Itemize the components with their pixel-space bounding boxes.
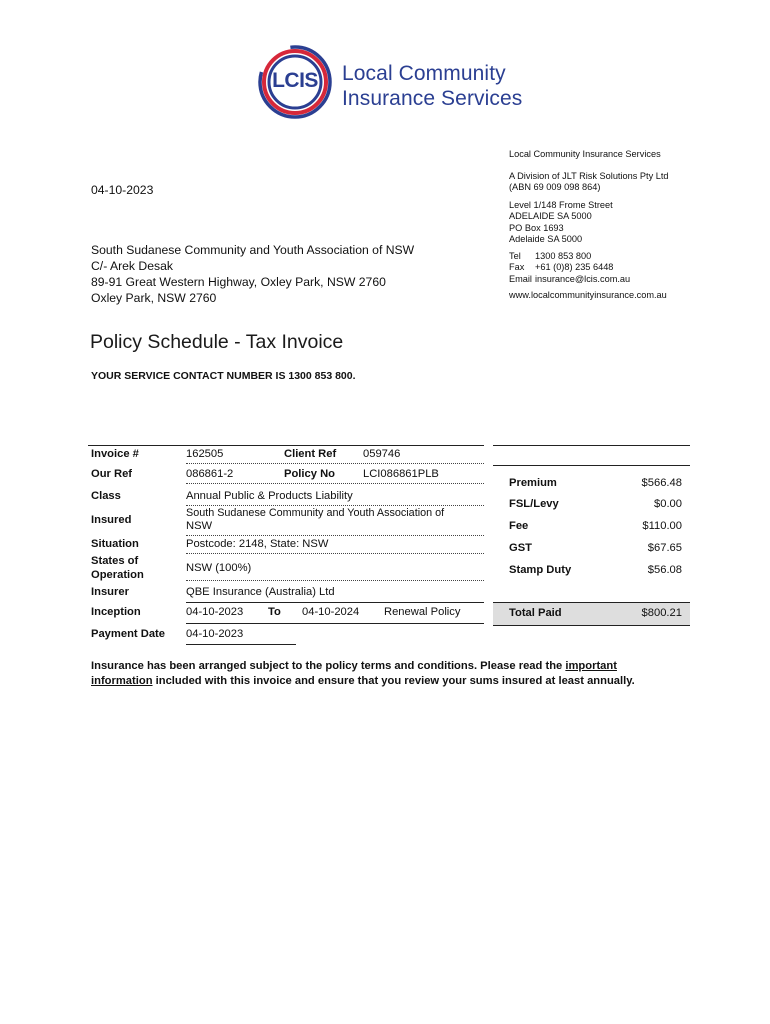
company-division-block: [509, 171, 669, 194]
address-line: ADELAIDE SA 5000: [509, 211, 592, 222]
lcis-logo: [258, 44, 523, 124]
premium-value: $566.48: [641, 477, 682, 489]
recipient-line: Oxley Park, NSW 2760: [91, 291, 217, 305]
inception-label: Inception: [91, 606, 141, 618]
gst-value: $67.65: [647, 542, 682, 554]
inception-value: 04-10-2023: [186, 606, 244, 618]
table-rule: [186, 463, 484, 464]
important-notice: [91, 659, 691, 688]
states-value: NSW (100%): [186, 562, 252, 574]
email-label: Email: [509, 273, 532, 284]
lcis-logo-mark-text: LCIS: [272, 69, 318, 92]
total-paid-row: [493, 602, 690, 626]
situation-value: Postcode: 2148, State: NSW: [186, 538, 329, 550]
table-rule: [186, 623, 484, 624]
recipient-line: C/- Arek Desak: [91, 259, 173, 273]
table-rule: [186, 602, 484, 603]
gst-label: GST: [509, 542, 532, 554]
client-ref-label: Client Ref: [284, 448, 337, 460]
address-line: Level 1/148 Frome Street: [509, 200, 613, 210]
notice-text: Insurance has been arranged subject to the policy terms and conditions. Please read the: [91, 660, 566, 672]
states-label-line-1: States of: [91, 555, 139, 567]
table-rule: [186, 535, 484, 536]
tel-value: 1300 853 800: [535, 251, 592, 261]
table-rule: [186, 553, 484, 554]
table-rule: [186, 644, 296, 645]
invoice-label: Invoice #: [91, 448, 139, 460]
fax-value: +61 (0)8) 235 6448: [535, 262, 614, 273]
fax-label: Fax: [509, 262, 525, 273]
insurer-value: QBE Insurance (Australia) Ltd: [186, 586, 335, 598]
our-ref-label: Our Ref: [91, 468, 133, 480]
total-paid-label: Total Paid: [509, 607, 562, 619]
page-title: Policy Schedule - Tax Invoice: [90, 331, 344, 353]
company-contact: [509, 251, 630, 285]
stamp-duty-value: $56.08: [647, 564, 682, 576]
panel-rule: [493, 465, 690, 466]
class-label: Class: [91, 490, 121, 502]
invoice-date: 04-10-2023: [91, 183, 154, 197]
service-contact-number: YOUR SERVICE CONTACT NUMBER IS 1300 853 800.: [91, 370, 356, 382]
notice-text-2: included with this invoice and ensure that you review your sums insured at least annually.: [152, 674, 635, 687]
tel-line: [509, 251, 630, 262]
recipient-line: 89-91 Great Western Highway, Oxley Park, NSW 2760: [91, 275, 386, 289]
table-rule: [186, 580, 484, 581]
to-label: To: [268, 606, 281, 618]
states-label-line-2: Operation: [91, 569, 144, 581]
important-information-link[interactable]: important: [565, 660, 617, 672]
invoice-value: 162505: [186, 448, 224, 460]
panel-rule: [493, 445, 690, 446]
email-line: [509, 274, 630, 285]
company-abn: (ABN 69 009 098 864): [509, 182, 601, 193]
company-address: [509, 200, 613, 245]
renewal-value: Renewal Policy: [384, 606, 461, 618]
email-value[interactable]: insurance@lcis.com.au: [535, 273, 631, 284]
class-value: Annual Public & Products Liability: [186, 490, 353, 502]
table-rule: [88, 445, 484, 446]
company-name: Local Community Insurance Services: [509, 149, 661, 159]
total-paid-value: $800.21: [641, 607, 682, 619]
table-rule: [186, 505, 484, 506]
policy-no-value: LCI086861PLB: [363, 468, 439, 480]
fsl-levy-value: $0.00: [654, 498, 682, 510]
insurer-label: Insurer: [91, 586, 129, 598]
address-line: Adelaide SA 5000: [509, 233, 583, 244]
fee-label: Fee: [509, 520, 529, 532]
situation-label: Situation: [91, 538, 139, 550]
company-division: A Division of JLT Risk Solutions Pty Ltd: [509, 171, 669, 181]
logo-line-1: Local Community: [342, 62, 506, 85]
fax-line: [509, 262, 630, 273]
premium-summary-panel: [493, 445, 690, 625]
policy-no-label: Policy No: [284, 468, 335, 480]
policy-detail-table: [88, 445, 484, 645]
tel-label: Tel: [509, 251, 521, 261]
table-rule: [186, 483, 484, 484]
insured-value-line-1: South Sudanese Community and Youth Association of: [186, 507, 445, 519]
address-line: PO Box 1693: [509, 222, 564, 233]
payment-date-label: Payment Date: [91, 628, 165, 640]
recipient-address: [91, 242, 414, 306]
company-website[interactable]: www.localcommunityinsurance.com.au: [509, 290, 667, 300]
insured-label: Insured: [91, 514, 132, 526]
client-ref-value: 059746: [363, 448, 401, 460]
logo-line-2: Insurance Services: [342, 87, 523, 110]
fee-value: $110.00: [642, 520, 682, 532]
expiry-value: 04-10-2024: [302, 606, 360, 618]
stamp-duty-label: Stamp Duty: [509, 564, 572, 576]
payment-date-value: 04-10-2023: [186, 628, 244, 640]
premium-label: Premium: [509, 477, 557, 489]
important-information-link-2[interactable]: information: [91, 674, 153, 687]
fsl-levy-label: FSL/Levy: [509, 498, 559, 510]
insured-value-line-2: NSW: [186, 520, 213, 532]
recipient-line: South Sudanese Community and Youth Association of NSW: [91, 243, 415, 257]
our-ref-value: 086861-2: [186, 468, 234, 480]
